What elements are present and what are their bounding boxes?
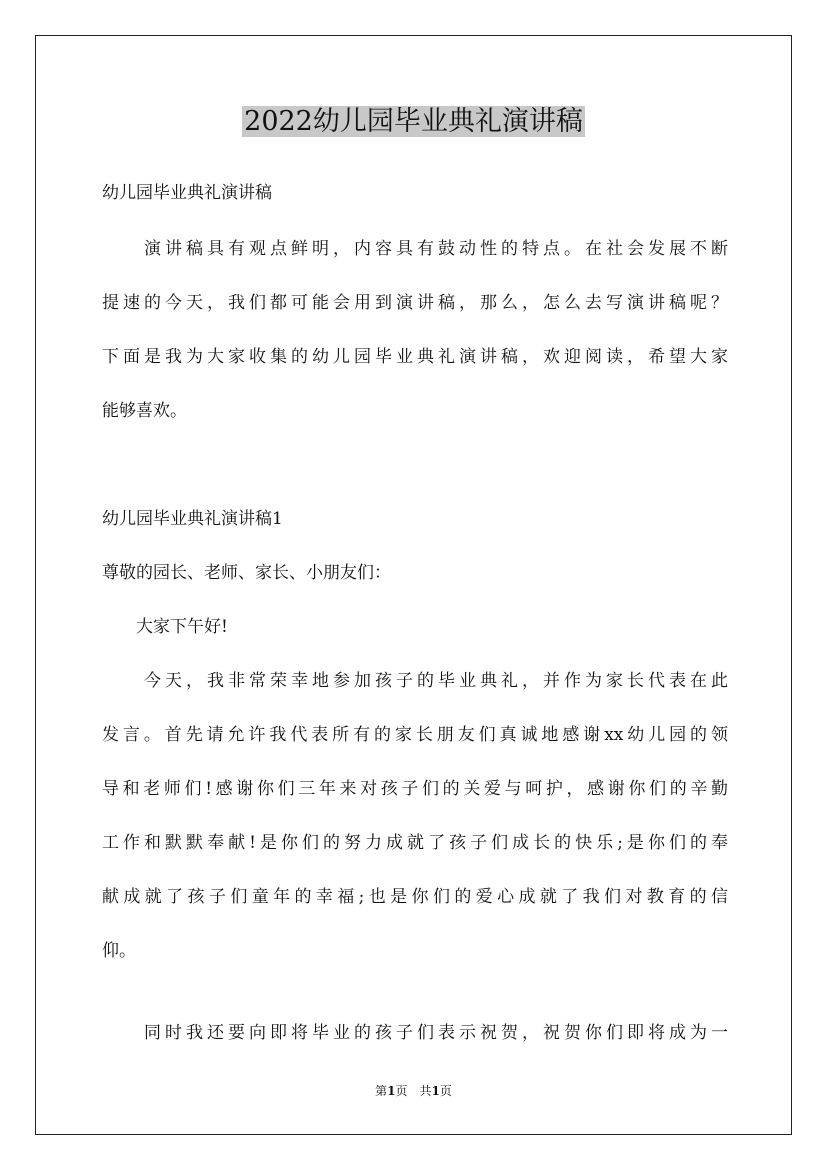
footer-page-current: 1 <box>387 1084 396 1098</box>
paragraph-line: 导和老师们!感谢你们三年来对孩子们的关爱与呵护，感谢你们的辛勤 <box>102 779 728 799</box>
page-footer <box>0 1082 827 1100</box>
footer-page-prefix: 第 <box>375 1084 388 1098</box>
subtitle-line: 幼儿园毕业典礼演讲稿 <box>102 183 272 203</box>
paragraph-line: 发言。首先请允许我代表所有的家长朋友们真诚地感谢xx幼儿园的领 <box>102 725 728 745</box>
paragraph-line: 今天，我非常荣幸地参加孩子的毕业典礼，并作为家长代表在此 <box>102 671 728 691</box>
salutation-line: 尊敬的园长、老师、家长、小朋友们： <box>102 563 391 583</box>
footer-page-suffix: 页 <box>439 1084 452 1098</box>
footer-page-total: 1 <box>431 1084 440 1098</box>
document-title <box>0 102 827 142</box>
paragraph-line: 演讲稿具有观点鲜明，内容具有鼓动性的特点。在社会发展不断 <box>102 239 728 259</box>
paragraph-line: 工作和默默奉献!是你们的努力成就了孩子们成长的快乐;是你们的奉 <box>102 833 728 853</box>
paragraph-line: 仰。 <box>102 941 136 961</box>
footer-page-mid: 页 共 <box>395 1084 432 1098</box>
paragraph-line: 提速的今天，我们都可能会用到演讲稿，那么，怎么去写演讲稿呢？ <box>102 293 728 313</box>
paragraph-line: 能够喜欢。 <box>102 401 187 421</box>
paragraph-line: 同时我还要向即将毕业的孩子们表示祝贺，祝贺你们即将成为一 <box>102 1023 728 1043</box>
section-heading: 幼儿园毕业典礼演讲稿1 <box>102 509 283 529</box>
document-title-text: 2022幼儿园毕业典礼演讲稿 <box>244 106 583 137</box>
paragraph-line: 下面是我为大家收集的幼儿园毕业典礼演讲稿，欢迎阅读，希望大家 <box>102 347 728 367</box>
paragraph-line: 献成就了孩子们童年的幸福;也是你们的爱心成就了我们对教育的信 <box>102 887 728 907</box>
greeting-line: 大家下午好! <box>102 617 228 637</box>
